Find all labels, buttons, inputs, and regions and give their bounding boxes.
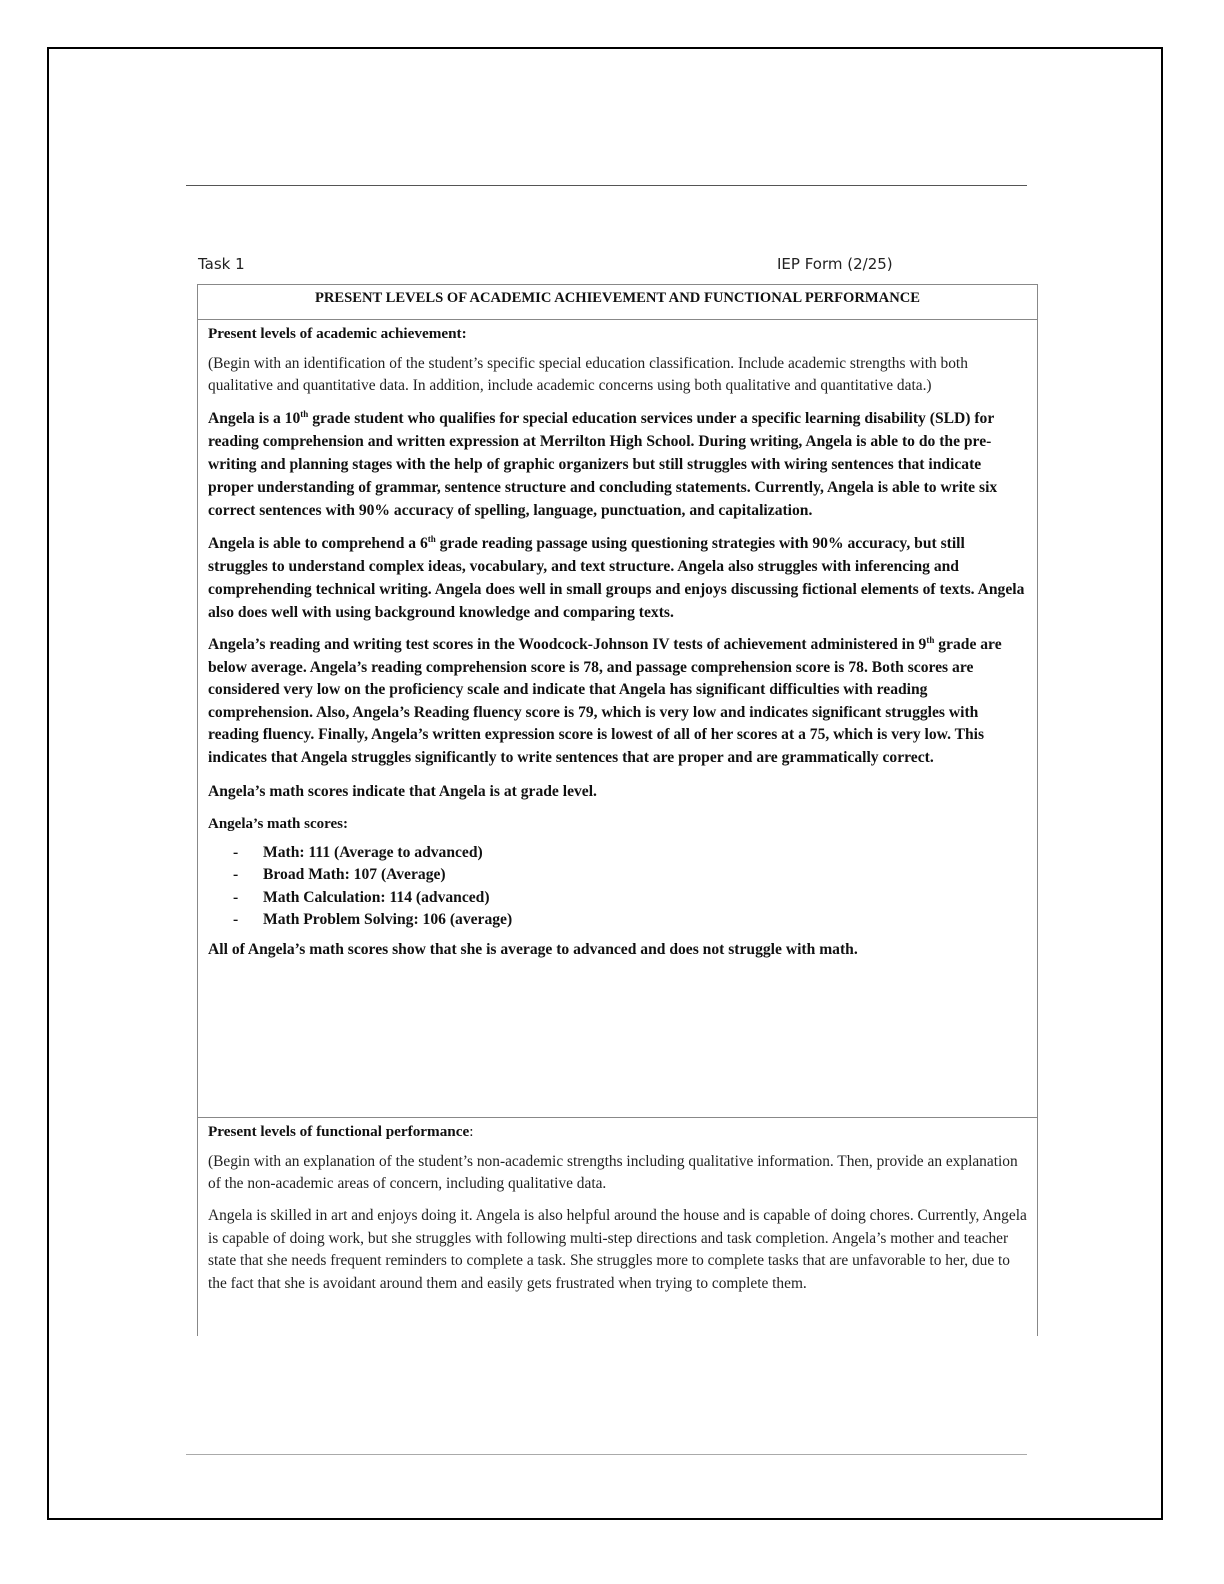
academic-paragraph-writing: Angela is a 10th grade student who qualifies for special education services under a specific learning disability (SLD) for reading comprehension and written expression at Merrilton High School. During writing, Angela is able to do the pre-writing and planning stages with the help of graphic organizers but still struggles with wiring sentences that indicate proper understanding of grammar, sentence structure and concluding statements. Currently, Angela is able to write six correct sentences with 90% accuracy of spelling, language, punctuation, and capitalization.: [208, 408, 998, 519]
academic-paragraph-reading: Angela is able to comprehend a 6th grade reading passage using questioning strategies with 90% accuracy, but still struggles to understand complex ideas, vocabulary, and text structure. Angela also struggles with inferencing and comprehending technical writing. Angela does well in small groups and enjoys discussing fictional elements of texts. Angela also does well with using background knowledge and comparing texts.: [208, 533, 1025, 621]
list-item: - Math: 111 (Average to advanced): [233, 843, 483, 861]
math-scores-heading: Angela’s math scores:: [208, 815, 348, 832]
math-scores-list: [208, 842, 1027, 932]
form-title: PRESENT LEVELS OF ACADEMIC ACHIEVEMENT AND FUNCTIONAL PERFORMANCE: [198, 285, 1037, 320]
functional-heading: Present levels of functional performance:: [208, 1123, 474, 1140]
header-task-label: Task 1: [198, 255, 245, 273]
list-item: - Math Calculation: 114 (advanced): [233, 888, 490, 906]
functional-instructions: (Begin with an explanation of the student’s non-academic strengths including qualitative information. Then, provide an explanation of the non-academic areas of concern, including qualitative data.: [208, 1153, 1018, 1192]
academic-paragraph-test-scores: Angela’s reading and writing test scores in the Woodcock-Johnson IV tests of achievement administered in 9th grade are below average. Angela’s reading comprehension score is 78, and passage comprehension score is 78. Both scores are considered very low on the proficiency scale and indicate that Angela has significant difficulties with reading comprehension. Also, Angela’s Reading fluency score is 79, which is very low and indicates significant struggles with reading fluency. Finally, Angela’s written expression score is lowest of all of her scores at a 75, which is very low. This indicates that Angela struggles significantly to write sentences that are proper and are grammatically correct.: [208, 634, 1002, 766]
functional-performance-section: [198, 1118, 1037, 1295]
academic-heading: Present levels of academic achievement:: [208, 325, 467, 342]
header-rule: [186, 185, 1027, 186]
academic-paragraph-math-summary: All of Angela’s math scores show that she is average to advanced and does not struggle with math.: [208, 940, 858, 958]
academic-paragraph-math-level: Angela’s math scores indicate that Angela is at grade level.: [208, 782, 597, 800]
academic-instructions: (Begin with an identification of the student’s specific special education classification. Include academic strengths with both qualitative and quantitative data. In addition, include academic concerns using both qualitative and quantitative data.): [208, 355, 968, 394]
iep-form-table: [197, 284, 1038, 1336]
list-item: - Math Problem Solving: 106 (average): [233, 911, 513, 929]
academic-achievement-section: [198, 320, 1037, 1118]
header-form-label: IEP Form (2/25): [777, 255, 893, 273]
functional-paragraph: Angela is skilled in art and enjoys doing it. Angela is also helpful around the house and is capable of doing chores. Currently, Angela is capable of doing work, but she struggles with following multi-step directions and task completion. Angela’s mother and teacher state that she needs frequent reminders to complete a task. She struggles more to complete tasks that are unfavorable to her, due to the fact that she is avoidant around them and easily gets frustrated when trying to complete them.: [208, 1207, 1027, 1292]
list-item: - Broad Math: 107 (Average): [233, 866, 446, 884]
footer-rule: [186, 1454, 1027, 1455]
